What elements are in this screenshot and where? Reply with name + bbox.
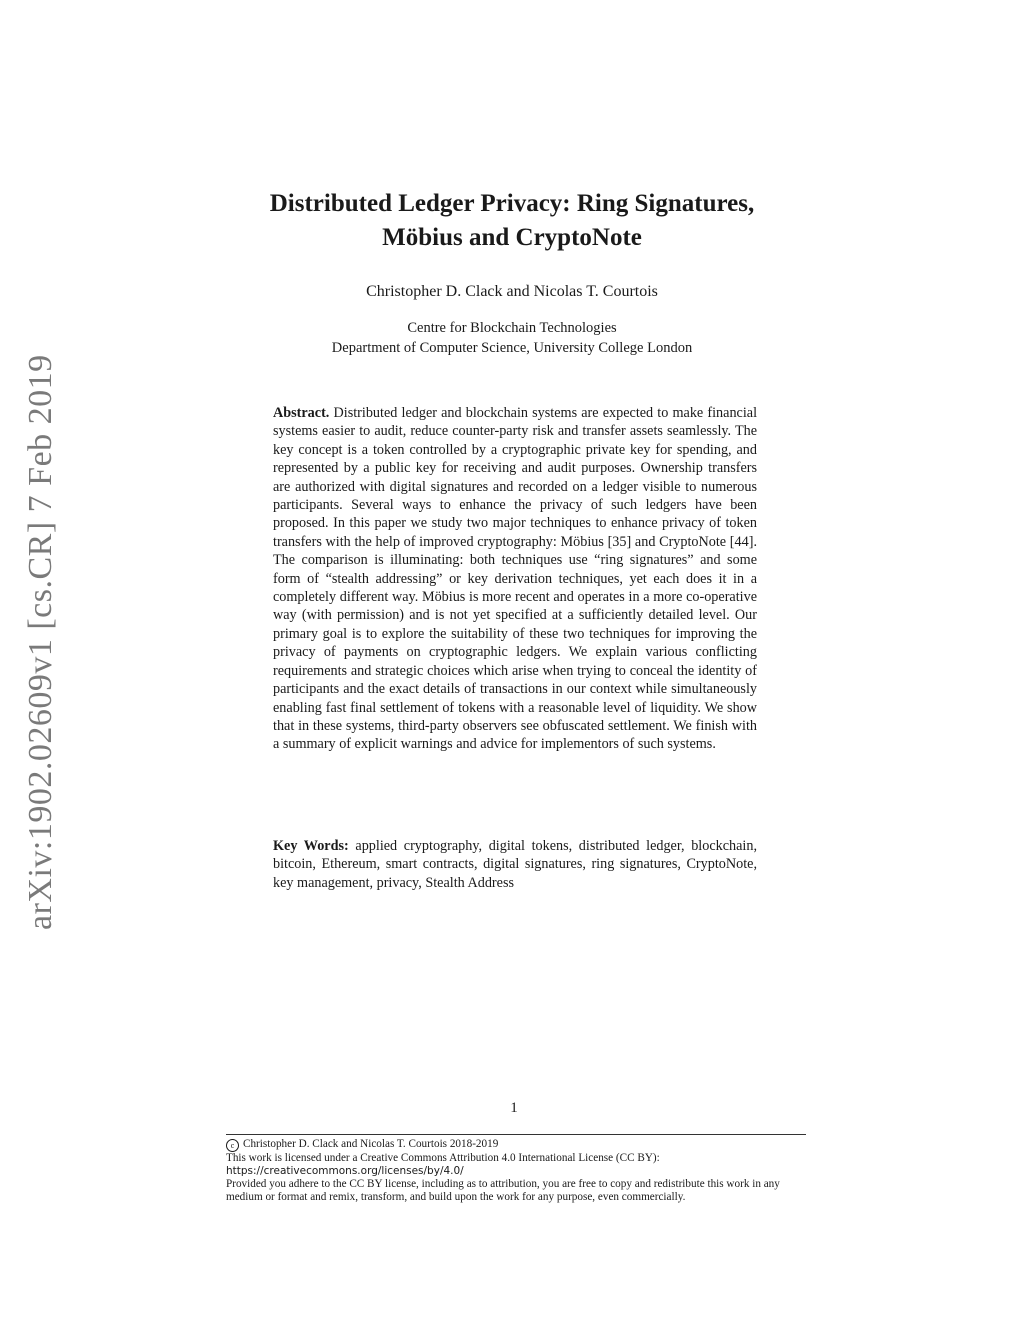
keywords-label: Key Words: bbox=[273, 838, 349, 854]
copyright-footnote bbox=[226, 1138, 806, 1204]
arxiv-identifier-stamp: arXiv:1902.02609v1 [cs.CR] 7 Feb 2019 bbox=[22, 354, 59, 930]
authors: Christopher D. Clack and Nicolas T. Courtois bbox=[366, 283, 658, 300]
affiliation-line-1: Centre for Blockchain Technologies bbox=[407, 320, 617, 336]
keywords bbox=[273, 837, 757, 892]
title-line-1: Distributed Ledger Privacy: Ring Signatures, bbox=[269, 190, 755, 217]
paper-title bbox=[0, 187, 1024, 255]
license-link[interactable]: https://creativecommons.org/licenses/by/4.0/ bbox=[226, 1165, 464, 1177]
abstract-text: Distributed ledger and blockchain systems are expected to make financial systems easier to audit, reduce counter-party risk and transfer assets seamlessly. The key concept is a token controlled by a cryptographic private key for spending, and represented by a public key for receiving and audit purposes. Ownership transfers are authorized with digital signatures and recorded on a ledger visible to numerous participants. Several ways to enhance the privacy of such ledgers have been proposed. In this paper we study two major techniques to enhance privacy of token transfers with the help of improved cryptography: Möbius [35] and CryptoNote [44]. The comparison is illuminating: both techniques use “ring signatures” and some form of “stealth addressing” or key derivation techniques, yet each does it in a completely different way. Möbius is more recent and operates in a more co-operative way (with permission) and is not yet specified at a sufficiently detailed level. Our primary goal is to explore the suitability of these two techniques for improving the privacy of payments on cryptographic ledgers. We explain various conflicting requirements and strategic choices which arise when trying to conceal the identity of participants and the exact details of transactions in our context while simultaneously enabling fast final settlement of tokens with a reasonable level of liquidity. We show that in these systems, third-party observers see obfuscated settlement. We finish with a summary of explicit warnings and advice for implementors of such systems. bbox=[273, 405, 758, 753]
abstract-label: Abstract. bbox=[273, 405, 330, 421]
footnote-line-2: This work is licensed under a Creative Commons Attribution 4.0 International License (CC BY): bbox=[226, 1152, 660, 1164]
footnote-line-4: Provided you adhere to the CC BY license, including as to attribution, you are free to copy and redistribute this work in any medium or format and remix, transform, and build upon the work for any purpose, even commercially. bbox=[226, 1178, 780, 1203]
title-line-2: Möbius and CryptoNote bbox=[382, 224, 642, 251]
affiliation bbox=[0, 318, 1024, 358]
copyright-icon: c bbox=[226, 1139, 239, 1152]
keywords-text: applied cryptography, digital tokens, distributed ledger, blockchain, bitcoin, Ethereum, smart contracts, digital signatures, ring signatures, CryptoNote, key management, privacy, Stealth Address bbox=[273, 838, 757, 891]
affiliation-line-2: Department of Computer Science, University College London bbox=[331, 340, 693, 356]
page-number: 1 bbox=[510, 1100, 518, 1116]
footnote-divider bbox=[226, 1134, 806, 1135]
footnote-line-1 bbox=[226, 1138, 806, 1152]
abstract bbox=[273, 404, 757, 754]
footnote-copyright-text: Christopher D. Clack and Nicolas T. Courtois 2018-2019 bbox=[243, 1138, 499, 1150]
